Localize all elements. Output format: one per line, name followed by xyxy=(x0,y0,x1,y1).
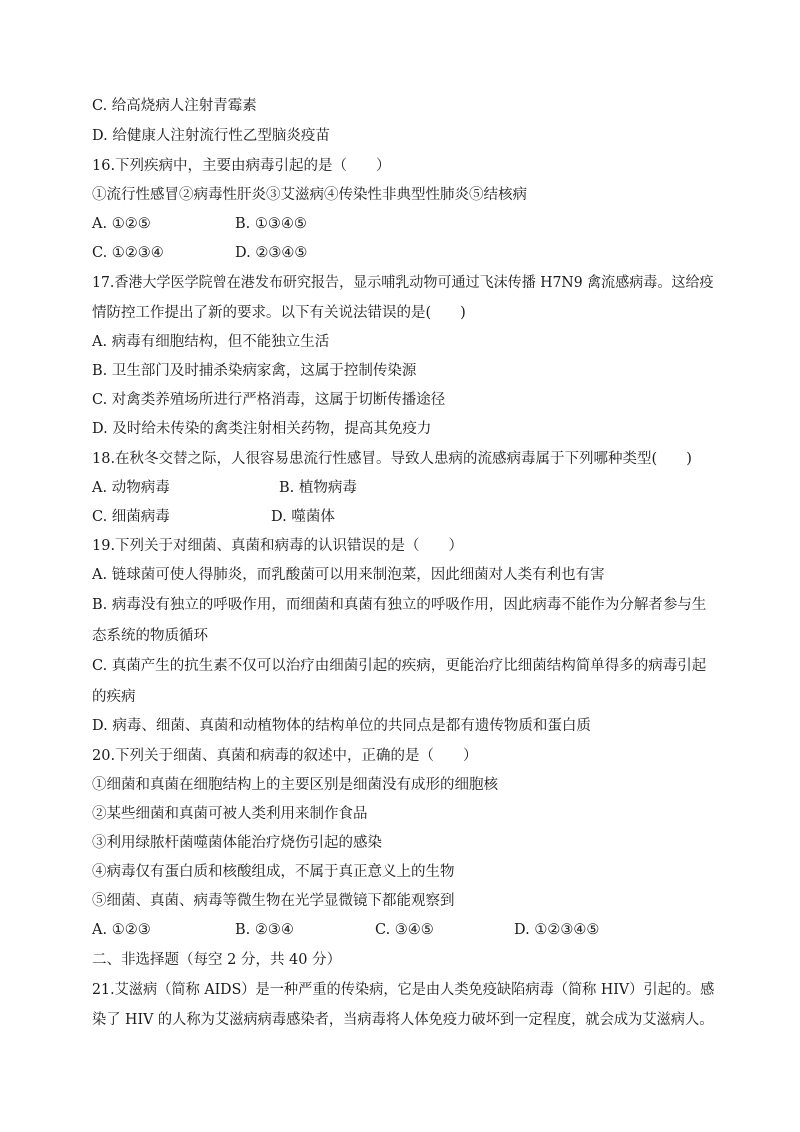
option-q16-a: A. ①②⑤ xyxy=(92,216,151,232)
question-19: 19.下列关于对细菌、真菌和病毒的认识错误的是（ ） xyxy=(92,538,464,554)
option-q18-c: C. 细菌病毒 xyxy=(92,509,170,525)
option-line-q15-c: C. 给高烧病人注射青霉素 xyxy=(92,98,257,114)
option-q20-c: C. ③④⑤ xyxy=(375,922,434,938)
option-q17-c: C. 对禽类养殖场所进行严格消毒，这属于切断传播途径 xyxy=(92,392,446,408)
option-q16-d: D. ②③④⑤ xyxy=(235,245,308,261)
option-q20-d: D. ①②③④⑤ xyxy=(514,922,600,938)
option-q19-b: B. 病毒没有独立的呼吸作用，而细菌和真菌有独立的呼吸作用，因此病毒不能作为分解者参与生 xyxy=(92,597,707,613)
question-16: 16.下列疾病中，主要由病毒引起的是（ ） xyxy=(92,158,391,174)
option-q20-a: A. ①②③ xyxy=(92,922,151,938)
question-21-cont: 染了 HIV 的人称为艾滋病病毒感染者，当病毒将人体免疫力破坏到一定程度，就会成为艾滋病人。 xyxy=(92,1012,714,1028)
option-q20-b: B. ②③④ xyxy=(235,922,294,938)
option-q17-b: B. 卫生部门及时捕杀染病家禽，这属于控制传染源 xyxy=(92,363,417,379)
option-line-q15-d: D. 给健康人注射流行性乙型脑炎疫苗 xyxy=(92,128,330,144)
option-q16-c: C. ①②③④ xyxy=(92,245,164,261)
option-q18-d: D. 噬菌体 xyxy=(271,509,335,525)
option-q19-b-cont: 态系统的物质循环 xyxy=(92,628,208,644)
question-17: 17.香港大学医学院曾在港发布研究报告，显示哺乳动物可通过飞沫传播 H7N9 禽流感病毒。这给疫 xyxy=(92,275,714,291)
question-18: 18.在秋冬交替之际，人很容易患流行性感冒。导致人患病的流感病毒属于下列哪种类型( ) xyxy=(92,451,692,467)
option-q18-a: A. 动物病毒 xyxy=(92,480,170,496)
question-20-item-1: ①细菌和真菌在细胞结构上的主要区别是细菌没有成形的细胞核 xyxy=(92,777,498,793)
option-q19-c-cont: 的疾病 xyxy=(92,689,136,705)
option-q19-d: D. 病毒、细菌、真菌和动植物体的结构单位的共同点是都有遗传物质和蛋白质 xyxy=(92,718,591,734)
option-q18-b: B. 植物病毒 xyxy=(279,480,357,496)
question-16-items: ①流行性感冒②病毒性肝炎③艾滋病④传染性非典型性肺炎⑤结核病 xyxy=(92,187,527,203)
option-q17-d: D. 及时给未传染的禽类注射相关药物，提高其免疫力 xyxy=(92,421,432,437)
option-q19-a: A. 链球菌可使人得肺炎，而乳酸菌可以用来制泡菜，因此细菌对人类有利也有害 xyxy=(92,567,605,583)
question-20-item-3: ③利用绿脓杆菌噬菌体能治疗烧伤引起的感染 xyxy=(92,835,382,851)
question-20: 20.下列关于细菌、真菌和病毒的叙述中，正确的是（ ） xyxy=(92,748,478,764)
option-q16-b: B. ①③④⑤ xyxy=(235,216,307,232)
question-20-item-2: ②某些细菌和真菌可被人类利用来制作食品 xyxy=(92,806,368,822)
section-heading-non-choice: 二、非选择题（每空 2 分，共 40 分） xyxy=(92,952,342,968)
question-20-item-5: ⑤细菌、真菌、病毒等微生物在光学显微镜下都能观察到 xyxy=(92,893,455,909)
option-q17-a: A. 病毒有细胞结构，但不能独立生活 xyxy=(92,334,330,350)
question-21: 21.艾滋病（简称 AIDS）是一种严重的传染病，它是由人类免疫缺陷病毒（简称 HIV）引起的。感 xyxy=(92,982,715,998)
option-q19-c: C. 真菌产生的抗生素不仅可以治疗由细菌引起的疾病，更能治疗比细菌结构简单得多的病毒引起 xyxy=(92,658,707,674)
question-20-item-4: ④病毒仅有蛋白质和核酸组成，不属于真正意义上的生物 xyxy=(92,864,455,880)
question-17-cont: 情防控工作提出了新的要求。以下有关说法错误的是( ) xyxy=(92,305,466,321)
